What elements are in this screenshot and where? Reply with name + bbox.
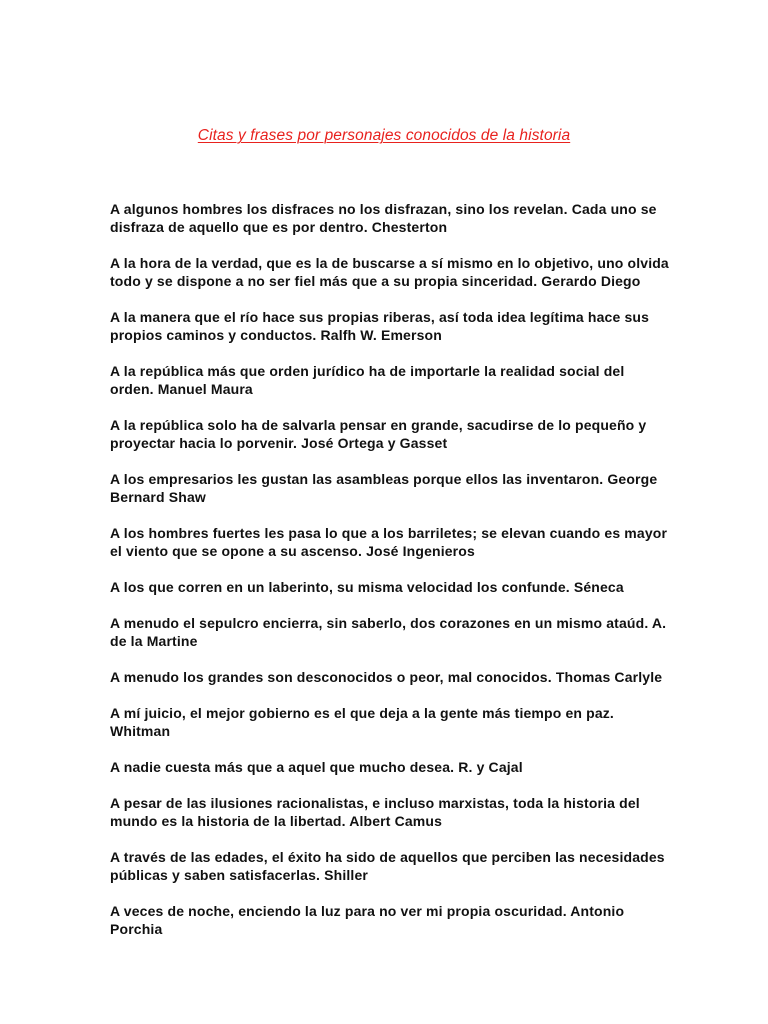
quote-item: A la república solo ha de salvarla pensar en grande, sacudirse de lo pequeño y proyectar hacia lo porvenir. José Ortega y Gasset [110, 417, 647, 451]
quote-item: A menudo los grandes son desconocidos o peor, mal conocidos. Thomas Carlyle [110, 669, 663, 685]
quote-list [110, 200, 670, 956]
quote-item: A veces de noche, enciendo la luz para no ver mi propia oscuridad. Antonio Porchia [110, 903, 625, 937]
quote-item: A nadie cuesta más que a aquel que mucho desea. R. y Cajal [110, 759, 523, 775]
quote-item: A mí juicio, el mejor gobierno es el que deja a la gente más tiempo en paz. Whitman [110, 705, 614, 739]
quote-item: A algunos hombres los disfraces no los disfrazan, sino los revelan. Cada uno se disfraza de aquello que es por dentro. Chesterton [110, 201, 657, 235]
quote-item: A los hombres fuertes les pasa lo que a los barriletes; se elevan cuando es mayor el viento que se opone a su ascenso. José Ingenieros [110, 525, 668, 559]
quote-item: A la república más que orden jurídico ha de importarle la realidad social del orden. Manuel Maura [110, 363, 625, 397]
quote-item: A menudo el sepulcro encierra, sin saberlo, dos corazones en un mismo ataúd. A. de la Martine [110, 615, 667, 649]
quote-item: A pesar de las ilusiones racionalistas, e incluso marxistas, toda la historia del mundo es la historia de la libertad. Albert Camus [110, 795, 640, 829]
quote-item: A la manera que el río hace sus propias riberas, así toda idea legítima hace sus propios caminos y conductos. Ralfh W. Emerson [110, 309, 650, 343]
document-title: Citas y frases por personajes conocidos de la historia [197, 127, 571, 144]
quote-item: A los empresarios les gustan las asambleas porque ellos las inventaron. George Bernard Shaw [110, 471, 658, 505]
quote-item: A los que corren en un laberinto, su misma velocidad los confunde. Séneca [110, 579, 624, 595]
quote-item: A través de las edades, el éxito ha sido de aquellos que perciben las necesidades públicas y saben satisfacerlas. Shiller [110, 849, 665, 883]
quote-item: A la hora de la verdad, que es la de buscarse a sí mismo en lo objetivo, uno olvida todo y se dispone a no ser fiel más que a su propia sinceridad. Gerardo Diego [110, 255, 669, 289]
